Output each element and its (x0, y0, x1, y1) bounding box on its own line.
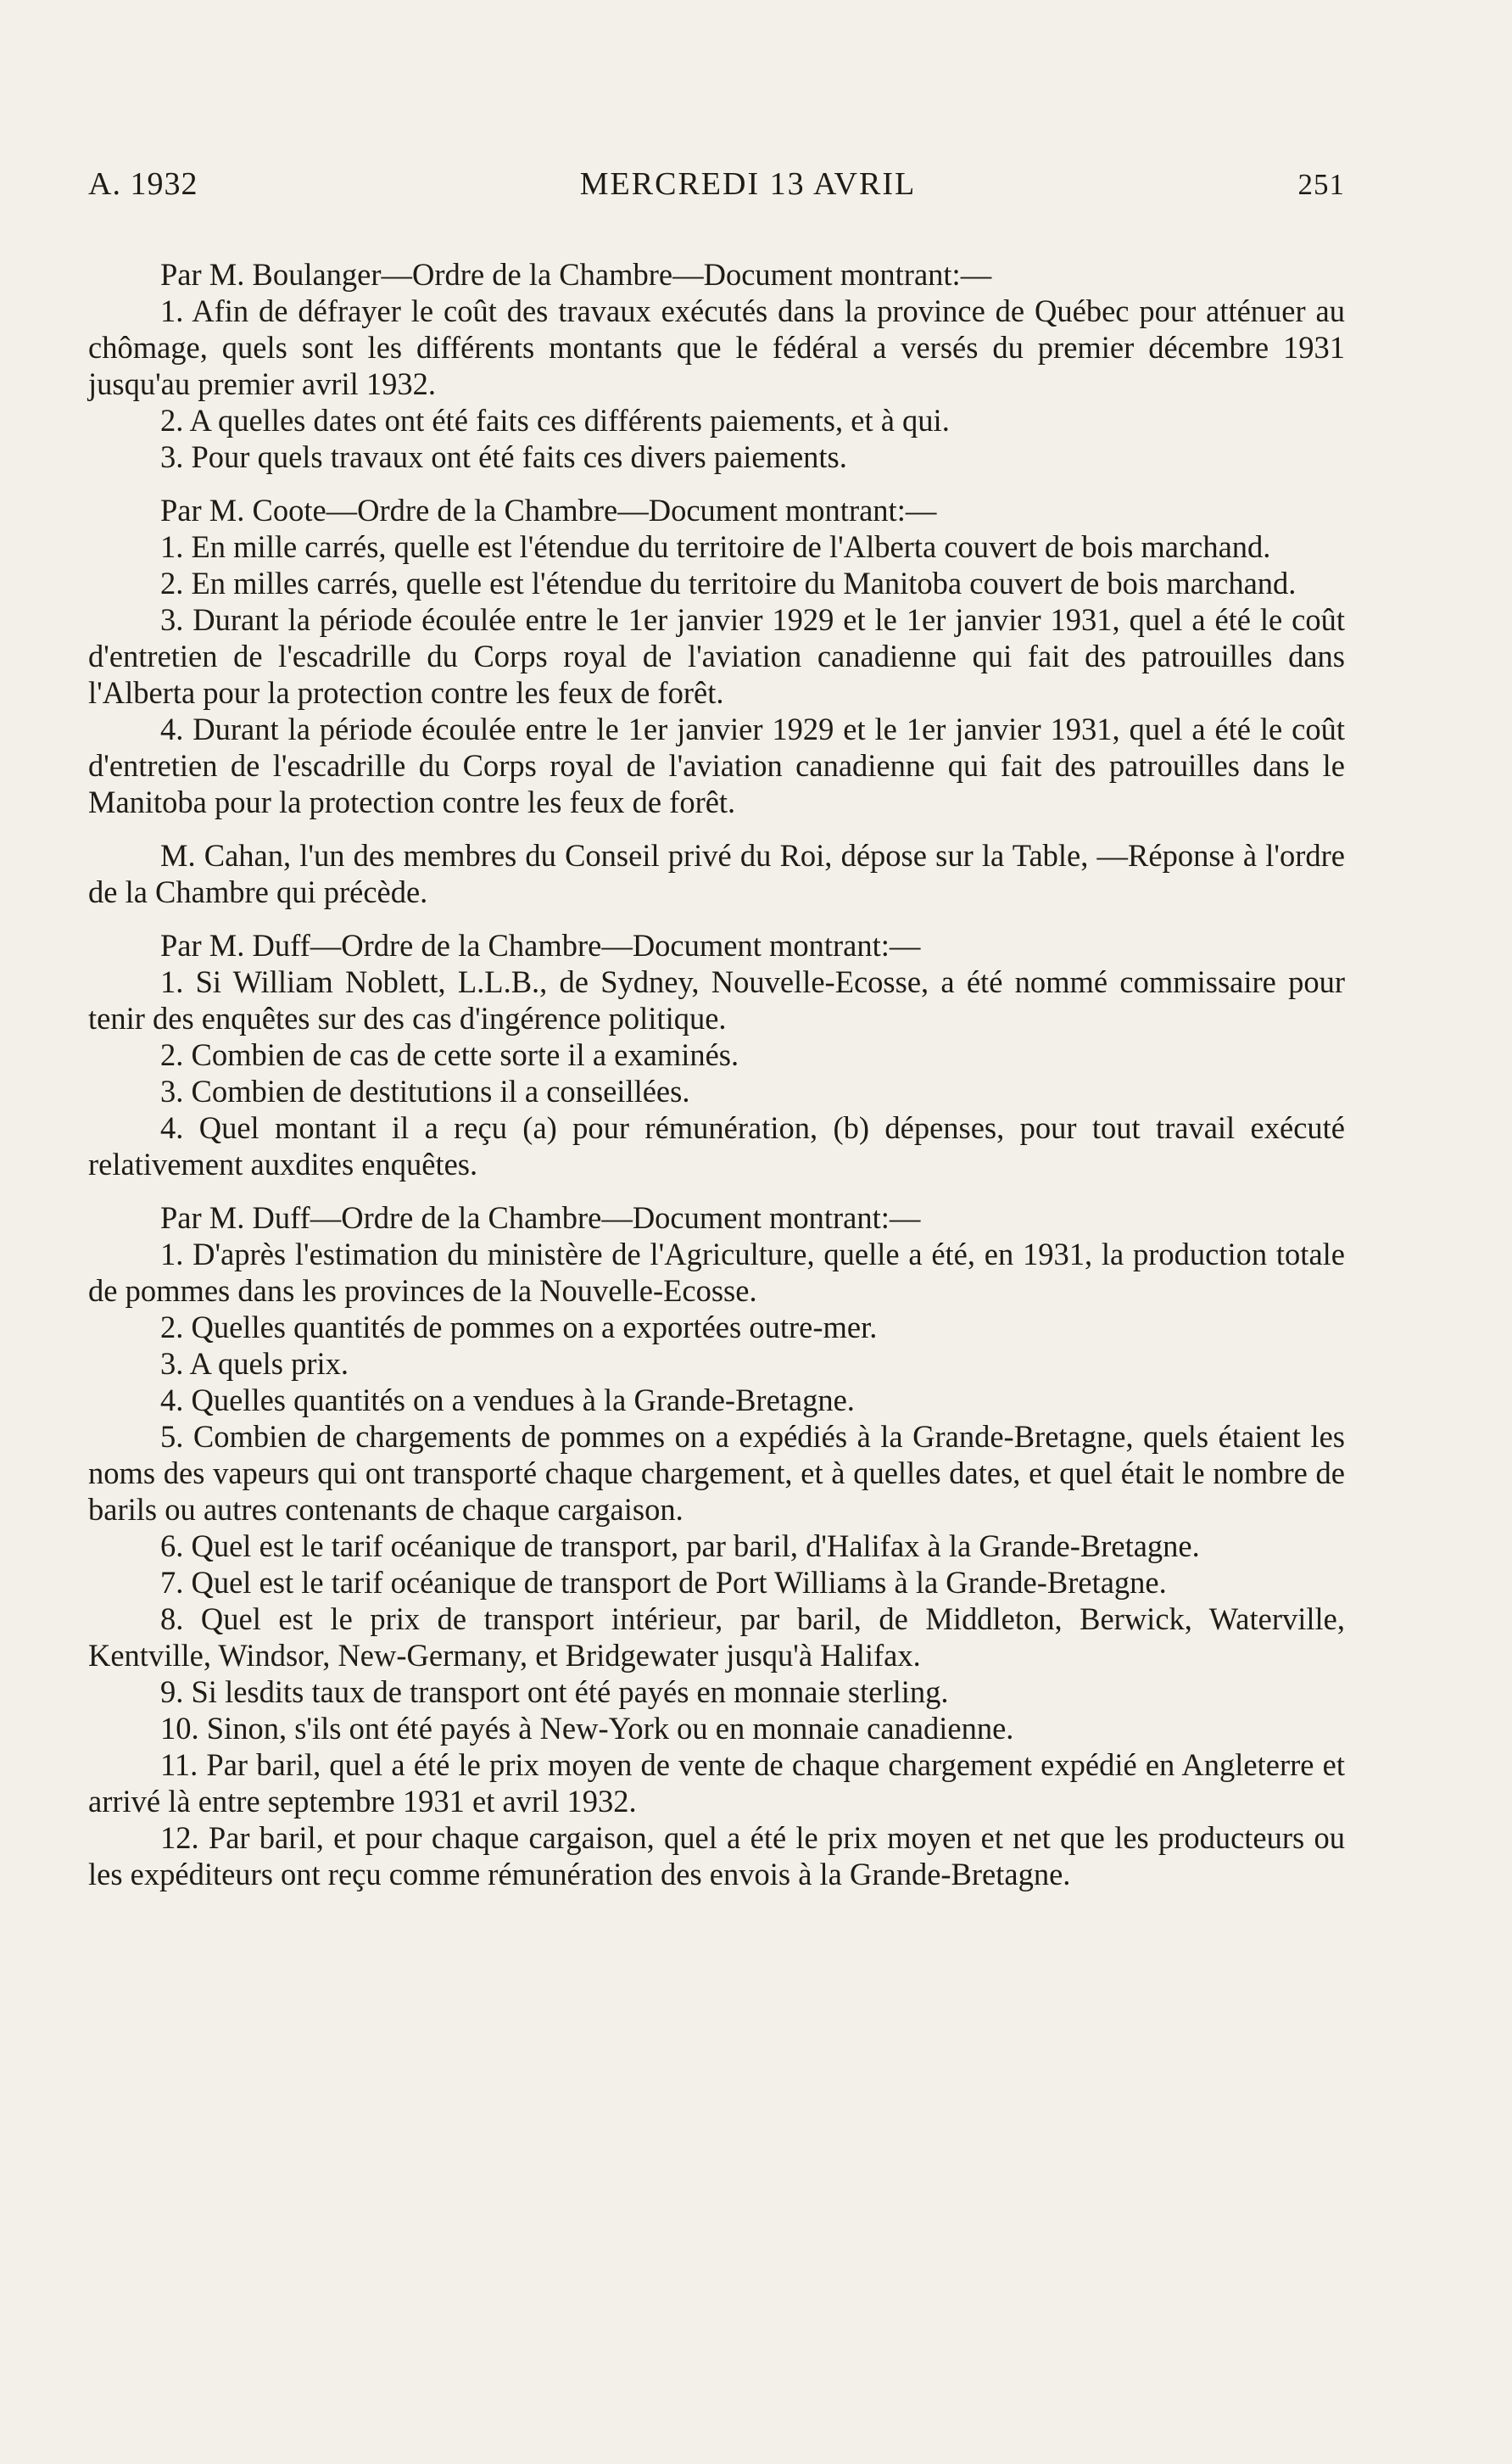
order-section (88, 927, 1345, 1182)
question-item: 10. Sinon, s'ils ont été payés à New-York ou en monnaie canadienne. (160, 1711, 1014, 1746)
tabling-statement: M. Cahan, l'un des membres du Conseil privé du Roi, dépose sur la Table, —Réponse à l'ordre de la Chambre qui précède. (88, 838, 1345, 909)
question-item: 4. Quelles quantités on a vendues à la Grande-Bretagne. (160, 1383, 855, 1417)
question-item: 12. Par baril, et pour chaque cargaison, quel a été le prix moyen et net que les producteurs ou les expéditeurs ont reçu comme rémunération des envois à la Grande-Bretagne. (88, 1820, 1345, 1891)
question-item: 2. A quelles dates ont été faits ces différents paiements, et à qui. (160, 403, 950, 438)
question-item: 1. En mille carrés, quelle est l'étendue du territoire de l'Alberta couvert de bois marchand. (160, 529, 1271, 564)
order-intro: Par M. Coote—Ordre de la Chambre—Document montrant:— (160, 493, 937, 528)
question-item: 2. Combien de cas de cette sorte il a examinés. (160, 1037, 739, 1072)
page-header (88, 166, 1345, 217)
question-item: 11. Par baril, quel a été le prix moyen de vente de chaque chargement expédié en Angleterre et arrivé là entre septembre 1931 et avril 1932. (88, 1747, 1345, 1819)
document-page (88, 166, 1345, 1909)
question-item: 1. Si William Noblett, L.L.B., de Sydney, Nouvelle-Ecosse, a été nommé commissaire pour tenir des enquêtes sur des cas d'ingérence politique. (88, 964, 1345, 1036)
question-item: 9. Si lesdits taux de transport ont été payés en monnaie sterling. (160, 1674, 949, 1709)
question-item: 3. A quels prix. (160, 1346, 349, 1381)
question-item: 4. Quel montant il a reçu (a) pour rémunération, (b) dépenses, pour tout travail exécuté relativement auxdites enquêtes. (88, 1110, 1345, 1182)
question-item: 3. Durant la période écoulée entre le 1er janvier 1929 et le 1er janvier 1931, quel a été le coût d'entretien de l'escadrille du Corps royal de l'aviation canadienne qui fait des patrouilles dans l'Alberta pour la protection contre les feux de forêt. (88, 602, 1345, 710)
question-item: 5. Combien de chargements de pommes on a expédiés à la Grande-Bretagne, quels étaient les noms des vapeurs qui ont transporté chaque chargement, et à quelles dates, et quel était le nombre de barils ou autres contenants de chaque cargaison. (88, 1419, 1345, 1527)
question-item: 7. Quel est le tarif océanique de transport de Port Williams à la Grande-Bretagne. (160, 1565, 1167, 1600)
question-item: 1. Afin de défrayer le coût des travaux exécutés dans la province de Québec pour atténuer au chômage, quels sont les différents montants que le fédéral a versés du premier décembre 1931 jusqu'au premier avril 1932. (88, 293, 1345, 401)
order-intro: Par M. Duff—Ordre de la Chambre—Document montrant:— (160, 1200, 921, 1235)
header-year: A. 1932 (88, 166, 198, 202)
question-item: 2. En milles carrés, quelle est l'étendue du territoire du Manitoba couvert de bois marchand. (160, 566, 1297, 601)
order-section (88, 492, 1345, 820)
question-item: 2. Quelles quantités de pommes on a exportées outre-mer. (160, 1310, 878, 1344)
question-item: 3. Combien de destitutions il a conseillées. (160, 1074, 690, 1109)
order-intro: Par M. Boulanger—Ordre de la Chambre—Document montrant:— (160, 257, 992, 292)
question-item: 3. Pour quels travaux ont été faits ces divers paiements. (160, 439, 847, 474)
header-date: MERCREDI 13 AVRIL (579, 166, 917, 202)
question-item: 8. Quel est le prix de transport intérieur, par baril, de Middleton, Berwick, Waterville, Kentville, Windsor, New-Germany, et Bridgewater jusqu'à Halifax. (88, 1601, 1345, 1673)
page-number: 251 (1297, 168, 1345, 201)
order-section (88, 1199, 1345, 1892)
order-intro: Par M. Duff—Ordre de la Chambre—Document montrant:— (160, 928, 921, 963)
tabling-section (88, 837, 1345, 910)
question-item: 6. Quel est le tarif océanique de transport, par baril, d'Halifax à la Grande-Bretagne. (160, 1528, 1200, 1563)
question-item: 4. Durant la période écoulée entre le 1er janvier 1929 et le 1er janvier 1931, quel a été le coût d'entretien de l'escadrille du Corps royal de l'aviation canadienne qui fait des patrouilles dans le Manitoba pour la protection contre les feux de forêt. (88, 712, 1345, 819)
question-item: 1. D'après l'estimation du ministère de l'Agriculture, quelle a été, en 1931, la production totale de pommes dans les provinces de la Nouvelle-Ecosse. (88, 1237, 1345, 1308)
order-section (88, 256, 1345, 475)
